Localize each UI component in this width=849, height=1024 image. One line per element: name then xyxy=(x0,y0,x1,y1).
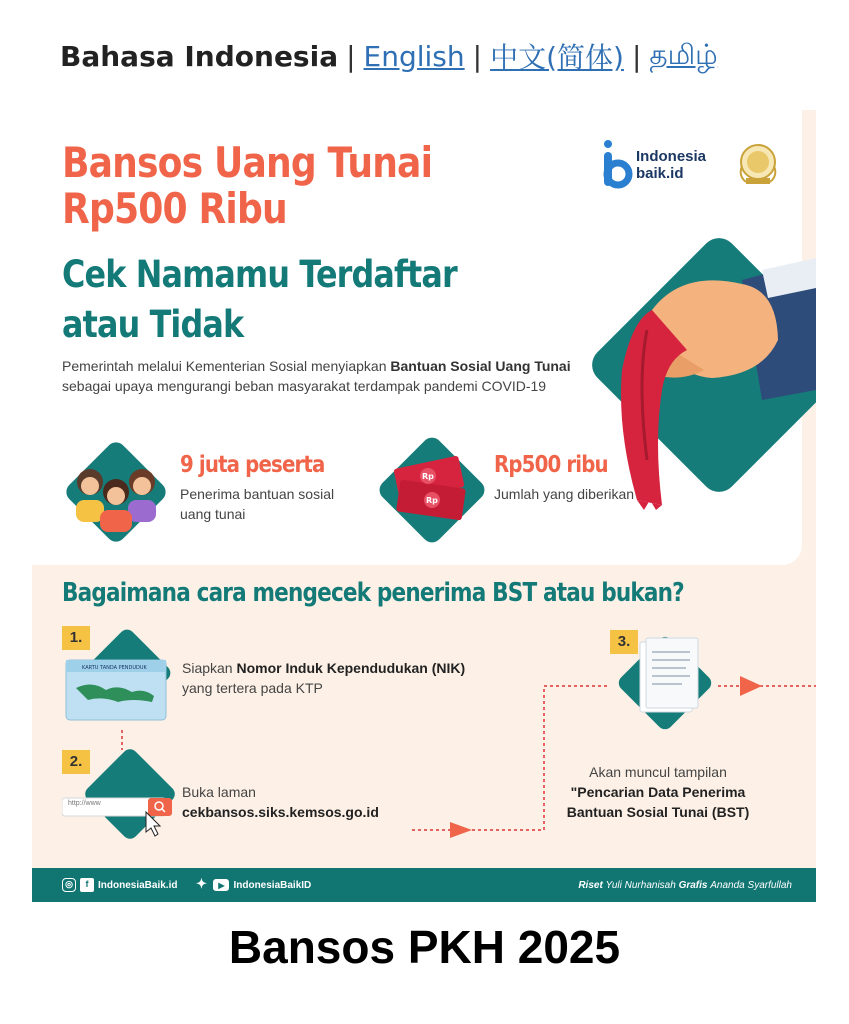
intro-text-end: sebagai upaya mengurangi beban masyarakat terdampak pandemi COVID-19 xyxy=(62,378,547,394)
title-line-1: Bansos Uang Tunai xyxy=(62,138,433,187)
facebook-icon: f xyxy=(80,878,94,892)
infographic-poster xyxy=(32,110,816,902)
youtube-icon: ▶ xyxy=(213,879,229,891)
browser-url-placeholder: http://www xyxy=(68,800,101,807)
logo-line-1: Indonesia xyxy=(636,148,707,165)
language-separator: | xyxy=(472,39,483,73)
image-caption: Bansos PKH 2025 xyxy=(228,921,621,973)
footer-credits xyxy=(578,868,792,902)
language-separator: | xyxy=(631,39,642,73)
document-illustration xyxy=(606,626,722,744)
step-2-text xyxy=(182,782,379,822)
svg-text:Rp: Rp xyxy=(426,496,438,505)
stat-desc-line: Penerima bantuan sosial xyxy=(180,486,335,502)
ktp-label: KARTU TANDA PENDUDUK xyxy=(82,665,147,671)
section-question: Bagaimana cara mengecek penerima BST atau bukan? xyxy=(62,578,684,608)
intro-bold: Bantuan Sosial Uang Tunai xyxy=(390,358,571,374)
step-3-line-1: Akan muncul tampilan xyxy=(589,764,727,780)
language-link-chinese[interactable]: 中文(简体) xyxy=(490,41,624,74)
bottom-bar xyxy=(0,1010,849,1024)
step-2-number: 2. xyxy=(62,750,90,774)
credit-name: Yuli Nurhanisah xyxy=(605,879,676,891)
stat-amount-desc: Jumlah yang diberikan xyxy=(494,486,635,502)
language-current: Bahasa Indonesia xyxy=(60,39,339,73)
step-2-url: cekbansos.siks.kemsos.go.id xyxy=(182,804,379,820)
credit-label: Riset xyxy=(578,879,603,891)
step-1-line-2: yang tertera pada KTP xyxy=(182,680,323,696)
stat-participants-title: 9 juta peserta xyxy=(180,452,325,478)
step-1-line-1 xyxy=(182,658,465,678)
step-text-pre: Siapkan xyxy=(182,660,237,676)
step-1-number: 1. xyxy=(62,626,90,650)
stat-desc-line: uang tunai xyxy=(180,506,246,522)
step-3-bold-1: "Pencarian Data Penerima xyxy=(570,784,746,800)
credit-label: Grafis xyxy=(678,879,708,891)
ktp-card-illustration xyxy=(62,626,192,736)
footer-social-handle-2: IndonesiaBaikID xyxy=(233,879,312,891)
step-3-bold-2: Bantuan Sosial Tunai (BST) xyxy=(566,804,750,820)
footer-social-handle-1: IndonesiaBaik.id xyxy=(98,879,178,891)
footer-social xyxy=(62,868,327,902)
step-3-number: 3. xyxy=(610,630,638,654)
step-3-text xyxy=(548,762,768,822)
logo-line-2: baik.id xyxy=(636,165,684,182)
poster-footer xyxy=(32,868,816,902)
subtitle-line-2: atau Tidak xyxy=(62,303,244,346)
language-separator: | xyxy=(346,39,356,73)
step-2-line-1: Buka laman xyxy=(182,784,256,800)
twitter-icon: ✦ xyxy=(196,876,207,891)
language-bar xyxy=(60,36,718,76)
credit-name: Ananda Syarfullah xyxy=(710,879,792,891)
language-link-tamil[interactable]: தமிழ் xyxy=(649,37,718,71)
stat-amount-title: Rp500 ribu xyxy=(494,452,608,478)
svg-text:Rp: Rp xyxy=(422,472,434,481)
step-1-text xyxy=(182,658,465,698)
step-text-bold: Nomor Induk Kependudukan (NIK) xyxy=(236,660,466,676)
title-line-2: Rp500 Ribu xyxy=(62,184,287,233)
intro-text: Pemerintah melalui Kementerian Sosial menyiapkan xyxy=(62,358,391,374)
instagram-icon: ◎ xyxy=(62,878,76,892)
subtitle-line-1: Cek Namamu Terdaftar xyxy=(62,253,457,296)
language-link-english[interactable]: English xyxy=(363,39,465,73)
